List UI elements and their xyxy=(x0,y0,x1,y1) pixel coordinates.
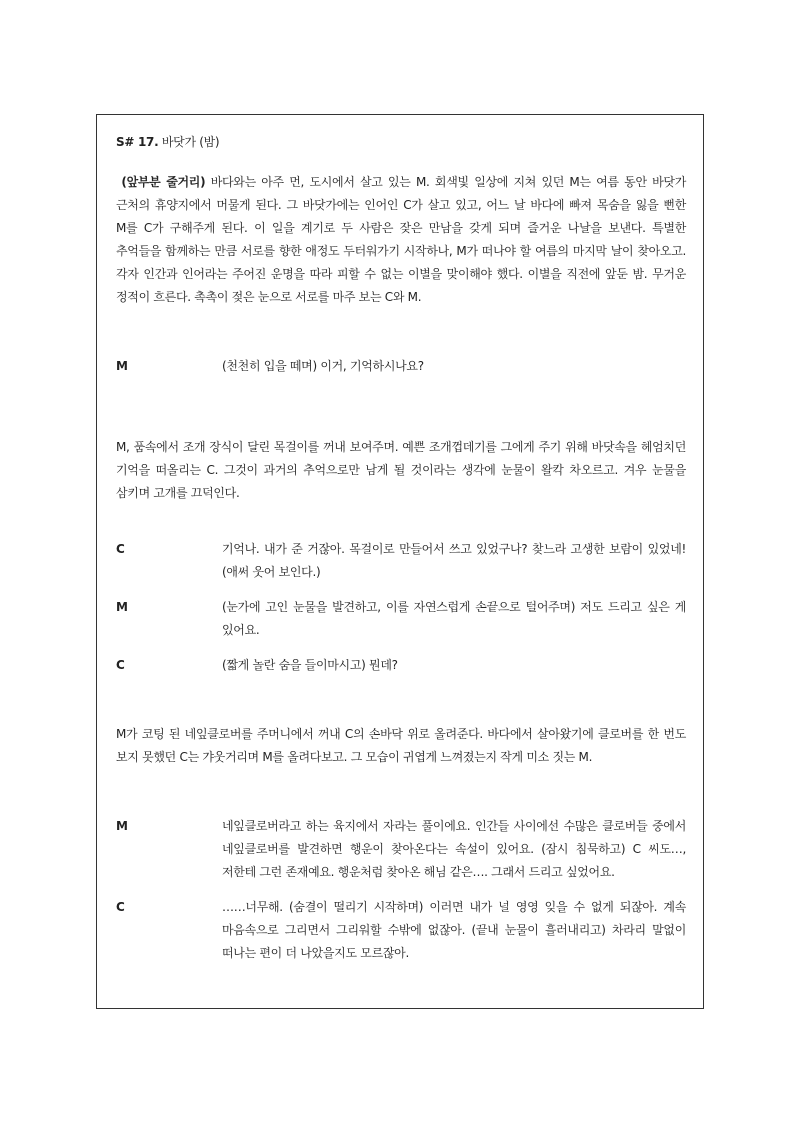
action-text: M, 품속에서 조개 장식이 달린 목걸이를 꺼내 보여주며. 예쁜 조개껍데기를 그에게 주기 위해 바닷속을 헤엄치던 기억을 떠올리는 C. 그것이 과거의 추억으로만 남게 될 것이라는 생각에 눈물이 왈칵 차오르고. 겨우 눈물을 삼키며 고개를 끄덕인다. xyxy=(116,440,686,500)
dialogue-text: 기억나. 내가 준 거잖아. 목걸이로 만들어서 쓰고 있었구나? 찾느라 고생한 보람이 있었네! (애써 웃어 보인다.) xyxy=(222,542,686,579)
dialogue-line xyxy=(116,538,686,584)
dialogue-line xyxy=(116,896,686,965)
synopsis-paragraph xyxy=(116,171,686,309)
speaker-name: C xyxy=(116,658,125,672)
dialogue-text: ……너무해. (숨결이 떨리기 시작하며) 이러면 내가 널 영영 잊을 수 없게 되잖아. 계속 마음속으로 그리면서 그리워할 수밖에 없잖아. (끝내 눈물이 흘러내리고) 차라리 말없이 떠나는 편이 더 나았을지도 모르잖아. xyxy=(222,900,686,960)
speaker-name: M xyxy=(116,819,128,833)
action-text: M가 코팅 된 네잎클로버를 주머니에서 꺼내 C의 손바닥 위로 올려준다. 바다에서 살아왔기에 클로버를 한 번도 보지 못했던 C는 갸웃거리며 M를 올려다보고. 그 모습이 귀엽게 느껴졌는지 작게 미소 짓는 M. xyxy=(116,727,686,764)
script-content xyxy=(116,133,686,965)
action-paragraph xyxy=(116,723,686,769)
dialogue-text: 네잎클로버라고 하는 육지에서 자라는 풀이에요. 인간들 사이에선 수많은 클로버들 중에서 네잎클로버를 발견하면 행운이 찾아온다는 속설이 있어요. (잠시 침묵하고) C 씨도…, 저한테 그런 존재예요. 행운처럼 찾아온 해님 같은…. 그래서 드리고 싶었어요. xyxy=(222,819,686,879)
script-page-frame xyxy=(96,114,704,1009)
dialogue-text: (눈가에 고인 눈물을 발견하고, 이를 자연스럽게 손끝으로 털어주며) 저도 드리고 싶은 게 있어요. xyxy=(222,600,686,637)
dialogue-text: (짧게 놀란 숨을 들이마시고) 뭔데? xyxy=(222,658,398,672)
dialogue-line xyxy=(116,355,686,378)
action-paragraph xyxy=(116,436,686,505)
dialogue-line xyxy=(116,815,686,884)
scene-number: S# 17. xyxy=(116,135,159,149)
speaker-name: M xyxy=(116,359,128,373)
speaker-name: C xyxy=(116,542,125,556)
scene-heading xyxy=(116,133,686,151)
synopsis-label: (앞부분 줄거리) xyxy=(121,175,206,189)
dialogue-text: (천천히 입을 떼며) 이거, 기억하시나요? xyxy=(222,359,424,373)
synopsis-text: 바다와는 아주 먼, 도시에서 살고 있는 M. 회색빛 일상에 지쳐 있던 M는 여름 동안 바닷가 근처의 휴양지에서 머물게 된다. 그 바닷가에는 인어인 C가 살고 있고, 어느 날 바다에 빠져 목숨을 잃을 뻔한 M를 C가 구해주게 된다. 이 일을 계기로 두 사람은 잦은 만남을 갖게 되며 즐거운 나날을 보낸다. 특별한 추억들을 함께하는 만큼 서로를 향한 애정도 두터워가기 시작하나, M가 떠나야 할 여름의 마지막 날이 찾아오고. 각자 인간과 인어라는 주어진 운명을 따라 피할 수 없는 이별을 맞이해야 했다. 이별을 직전에 앞둔 밤. 무거운 정적이 흐른다. 촉촉이 젖은 눈으로 서로를 마주 보는 C와 M. xyxy=(116,175,687,304)
scene-location: 바닷가 (밤) xyxy=(161,135,220,149)
dialogue-line xyxy=(116,596,686,642)
speaker-name: M xyxy=(116,600,128,614)
speaker-name: C xyxy=(116,900,125,914)
dialogue-line xyxy=(116,654,686,677)
